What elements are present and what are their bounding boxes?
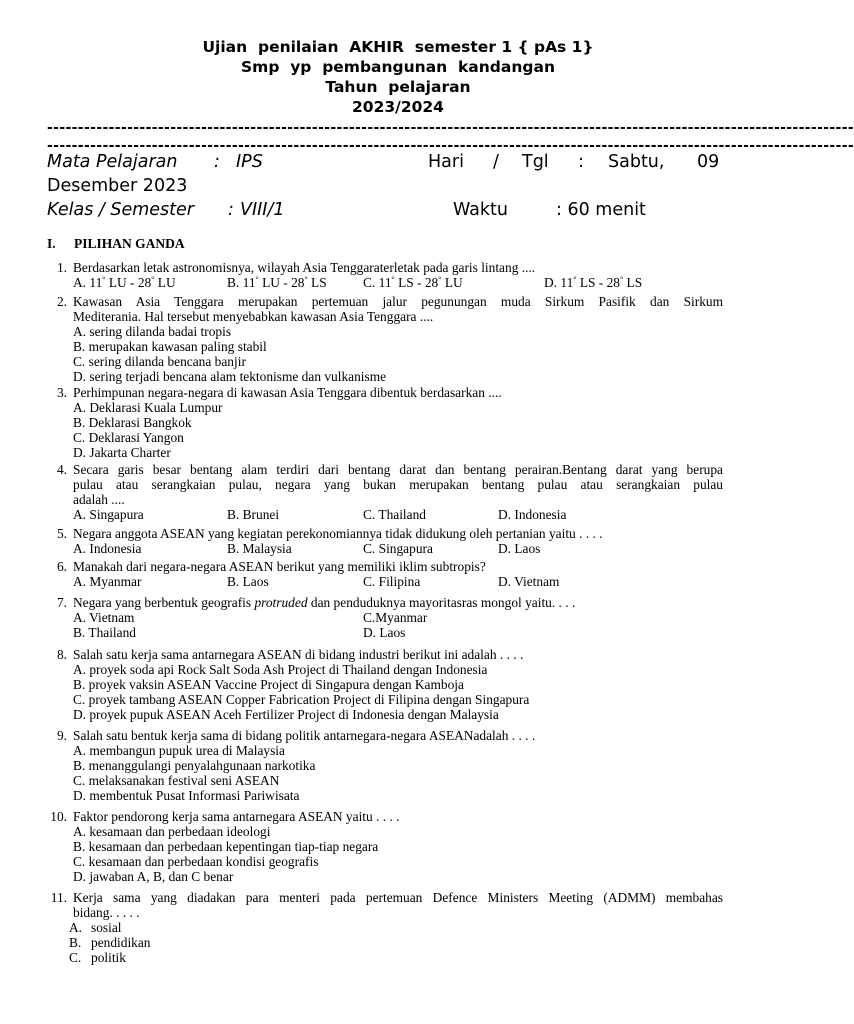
- option-d[interactable]: D. proyek pupuk ASEAN Aceh Fertilizer Project di Indonesia dengan Malaysia: [73, 706, 499, 722]
- option-row: [73, 276, 723, 291]
- question-number: 11.: [50, 890, 67, 905]
- separator-line-1: -----------------------------------------------------------------------------------------------------------------------------------: [47, 120, 854, 136]
- option-a[interactable]: A. sering dilanda badai tropis: [73, 323, 232, 339]
- option-b[interactable]: B. merupakan kawasan paling stabil: [73, 338, 267, 354]
- question-11: [47, 891, 723, 966]
- separator-line-2: -----------------------------------------------------------------------------------------------------------------------------------: [47, 138, 854, 154]
- option-row: [73, 626, 723, 641]
- question-stem: Salah satu bentuk kerja sama di bidang politik antarnegara-negara ASEANadalah . . . .: [73, 728, 536, 743]
- option-b[interactable]: [69, 936, 723, 951]
- day-value: Sabtu,: [608, 152, 665, 172]
- option-b[interactable]: B. Laos: [227, 573, 269, 589]
- exam-header: [0, 37, 796, 117]
- option-b[interactable]: B. proyek vaksin ASEAN Vaccine Project di Singapura dengan Kamboja: [73, 676, 464, 692]
- option-a[interactable]: A. Indonesia: [73, 540, 142, 556]
- question-stem: Faktor pendorong kerja sama antarnegara ASEAN yaitu . . . .: [73, 809, 400, 824]
- time-label: Waktu: [453, 200, 508, 220]
- day-label: Hari: [428, 152, 464, 172]
- question-stem-line-1: Secara garis besar bentang alam terdiri dari bentang darat dan bentang perairan.Bentang darat yang berupa: [73, 462, 723, 477]
- option-b[interactable]: B. 11° LU - 28° LS: [227, 274, 327, 290]
- option-d[interactable]: D. 11° LS - 28° LS: [544, 274, 643, 290]
- header-line-1: Ujian penilaian AKHIR semester 1 { pAs 1}: [202, 38, 594, 56]
- question-6: [47, 560, 723, 590]
- option-a[interactable]: A. Deklarasi Kuala Lumpur: [73, 399, 223, 415]
- class-value: VIII/1: [240, 200, 285, 220]
- question-10: [47, 810, 723, 885]
- day-colon: :: [578, 152, 584, 172]
- time-value: : 60 menit: [556, 200, 646, 220]
- option-b[interactable]: B. Malaysia: [227, 540, 292, 556]
- option-b[interactable]: B. Deklarasi Bangkok: [73, 414, 192, 430]
- option-c[interactable]: C. Deklarasi Yangon: [73, 429, 184, 445]
- section-roman: I.: [47, 236, 56, 251]
- option-d[interactable]: D. jawaban A, B, dan C benar: [73, 868, 234, 884]
- option-b[interactable]: B. menanggulangi penyalahgunaan narkotika: [73, 757, 316, 773]
- option-d[interactable]: D. membentuk Pusat Informasi Pariwisata: [73, 787, 300, 803]
- question-stem-text: Berdasarkan letak astronomisnya, wilayah Asia Tenggaraterletak pada garis lintang ....: [73, 260, 536, 275]
- question-stem: [73, 261, 723, 276]
- day-slash: /: [493, 152, 499, 172]
- question-stem-line-3: adalah ....: [73, 491, 125, 507]
- question-stem: Negara anggota ASEAN yang kegiatan perekonomiannya tidak didukung oleh pertanian yaitu . . . .: [73, 526, 603, 541]
- section-heading: [47, 236, 185, 252]
- question-stem-line-2: pulau atau serangkaian pulau, negara yang bukan merupakan bentang pulau atau serangkaian pulau: [73, 476, 723, 492]
- option-d[interactable]: D. Indonesia: [498, 506, 567, 522]
- question-4: [47, 463, 723, 523]
- header-line-2: Smp yp pembangunan kandangan: [241, 58, 555, 76]
- class-colon: :: [228, 200, 234, 220]
- option-d[interactable]: D. Laos: [498, 540, 541, 556]
- option-a[interactable]: A. Singapura: [73, 506, 144, 522]
- question-number: 3.: [56, 385, 67, 400]
- option-row: [73, 542, 723, 557]
- option-c[interactable]: C. kesamaan dan perbedaan kondisi geografis: [73, 853, 319, 869]
- question-stem-line-2: bidang. . . . .: [73, 904, 140, 920]
- option-b[interactable]: B. Thailand: [73, 624, 136, 640]
- question-3: [47, 386, 723, 461]
- subject-label: Mata Pelajaran: [47, 152, 178, 172]
- option-c[interactable]: C. Filipina: [363, 573, 421, 589]
- question-number: 6.: [56, 559, 67, 574]
- question-7: [47, 596, 723, 641]
- option-d[interactable]: D. Vietnam: [498, 573, 560, 589]
- option-c[interactable]: C. Singapura: [363, 540, 433, 556]
- option-row: [73, 575, 723, 590]
- question-number: 10.: [50, 809, 67, 824]
- question-number: 7.: [56, 595, 67, 610]
- option-c[interactable]: C. sering dilanda bencana banjir: [73, 353, 246, 369]
- option-a[interactable]: A. 11° LU - 28° LU: [73, 274, 176, 290]
- question-number: 8.: [56, 647, 67, 662]
- option-a[interactable]: A. Myanmar: [73, 573, 142, 589]
- question-number: 2.: [56, 294, 67, 309]
- date-month-year: Desember 2023: [47, 176, 188, 196]
- subject-value: IPS: [236, 152, 263, 172]
- option-letter: B.: [69, 934, 82, 950]
- question-number: 1.: [56, 260, 67, 275]
- option-a[interactable]: A. Vietnam: [73, 609, 135, 625]
- question-stem: Negara yang berbentuk geografis protruded dan penduduknya mayoritasras mongol yaitu. . . .: [73, 595, 576, 610]
- option-b[interactable]: B. kesamaan dan perbedaan kepentingan tiap-tiap negara: [73, 838, 379, 854]
- option-text: pendidikan: [91, 934, 151, 950]
- question-stem: Manakah dari negara-negara ASEAN berikut yang memiliki iklim subtropis?: [73, 559, 486, 574]
- option-row: [73, 611, 723, 626]
- option-c[interactable]: C.Myanmar: [363, 609, 428, 625]
- option-text: sosial: [91, 919, 122, 935]
- option-a[interactable]: [69, 921, 723, 936]
- question-9: [47, 729, 723, 804]
- question-stem-line-1: Kerja sama yang diadakan para menteri pada pertemuan Defence Ministers Meeting (ADMM) membahas: [73, 890, 723, 905]
- option-a[interactable]: A. kesamaan dan perbedaan ideologi: [73, 823, 271, 839]
- option-b[interactable]: B. Brunei: [227, 506, 280, 522]
- option-text: politik: [91, 949, 126, 965]
- option-a[interactable]: A. proyek soda api Rock Salt Soda Ash Project di Thailand dengan Indonesia: [73, 661, 488, 677]
- class-label: Kelas / Semester: [47, 200, 194, 220]
- option-a[interactable]: A. membangun pupuk urea di Malaysia: [73, 742, 285, 758]
- question-number: 9.: [56, 728, 67, 743]
- option-letter: A.: [69, 919, 83, 935]
- question-number: 5.: [56, 526, 67, 541]
- italic-term: protruded: [254, 595, 308, 610]
- question-2: [47, 295, 723, 384]
- question-5: [47, 527, 723, 557]
- question-8: [47, 648, 723, 723]
- question-stem-line-2: Mediterania. Hal tersebut menyebabkan kawasan Asia Tenggara ....: [73, 308, 434, 324]
- option-letter: C.: [69, 949, 82, 965]
- subject-colon: :: [214, 152, 220, 172]
- option-d[interactable]: D. sering terjadi bencana alam tektonisme dan vulkanisme: [73, 368, 387, 384]
- option-row: [73, 508, 723, 523]
- header-line-4: 2023/2024: [352, 98, 444, 116]
- option-c[interactable]: [69, 951, 723, 966]
- question-stem: Salah satu kerja sama antarnegara ASEAN di bidang industri berikut ini adalah . . . .: [73, 647, 524, 662]
- option-d[interactable]: D. Laos: [363, 624, 406, 640]
- header-line-3: Tahun pelajaran: [325, 78, 471, 96]
- option-c[interactable]: C. Thailand: [363, 506, 426, 522]
- date-day: 09: [697, 152, 720, 172]
- question-1: [47, 261, 723, 291]
- question-stem-line-1: Kawasan Asia Tenggara merupakan pertemuan jalur pegunungan muda Sirkum Pasifik dan Sirkum: [73, 294, 723, 309]
- option-c[interactable]: C. proyek tambang ASEAN Copper Fabrication Project di Filipina dengan Singapura: [73, 691, 530, 707]
- question-stem: Perhimpunan negara-negara di kawasan Asia Tenggara dibentuk berdasarkan ....: [73, 385, 502, 400]
- question-number: 4.: [56, 462, 67, 477]
- option-c[interactable]: C. 11° LS - 28° LU: [363, 274, 463, 290]
- option-d[interactable]: D. Jakarta Charter: [73, 444, 171, 460]
- date-label: Tgl: [522, 152, 549, 172]
- option-c[interactable]: C. melaksanakan festival seni ASEAN: [73, 772, 280, 788]
- section-title: PILIHAN GANDA: [74, 236, 185, 251]
